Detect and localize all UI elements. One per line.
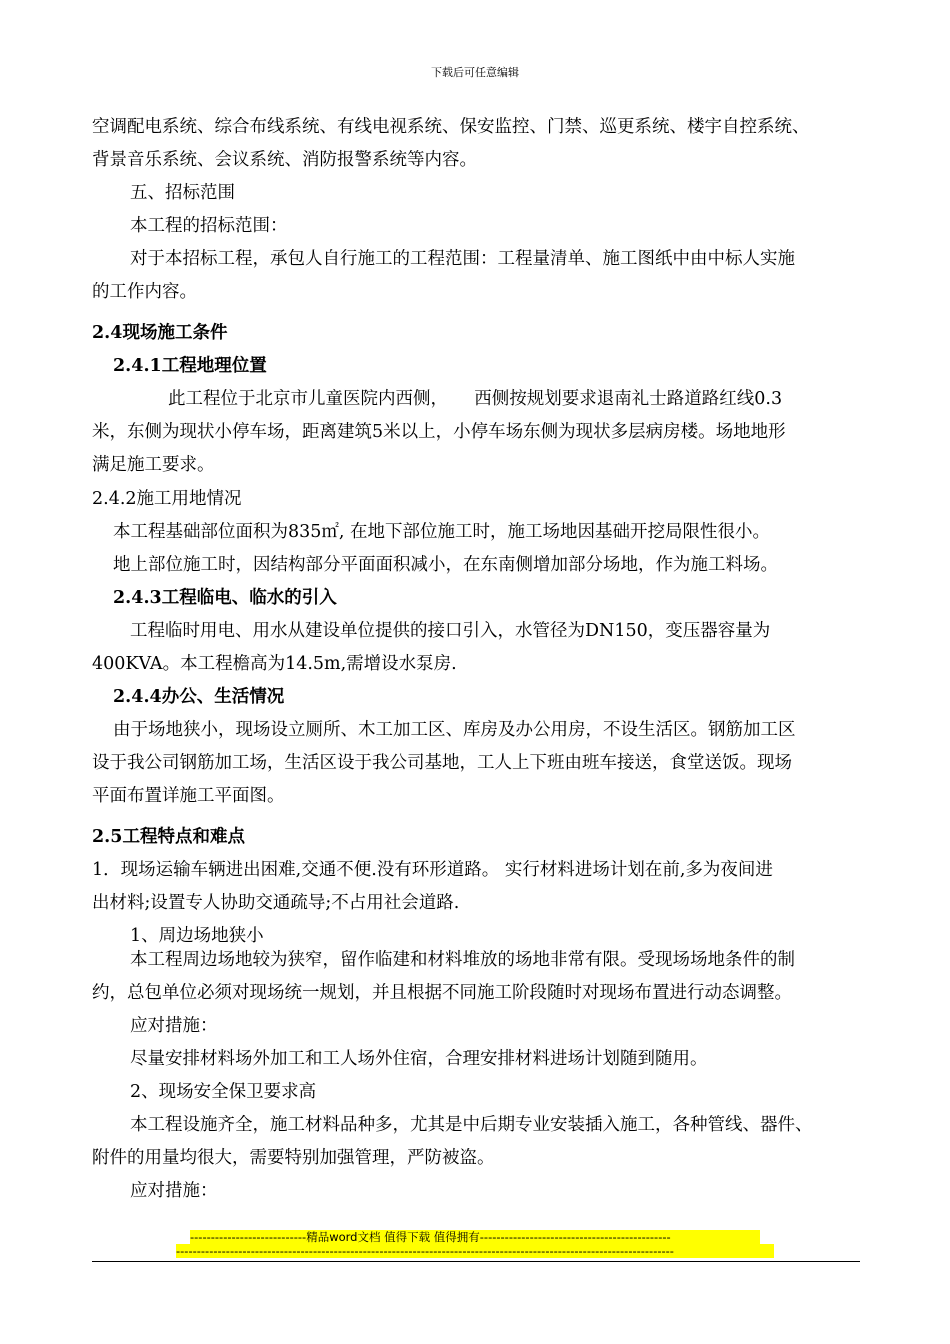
body-text-line: 满足施工要求。 [92,455,215,475]
body-text-line: 米，东侧为现状小停车场，距离建筑5米以上，小停车场东侧为现状多层病房楼。场地地形 [92,422,786,442]
body-text-line: 本工程基础部位面积为835㎡, 在地下部位施工时，施工场地因基础开挖局限性很小。 [113,522,771,542]
section-heading: 五、招标范围 [130,183,235,203]
subsection-heading-2-4-1: 2.4.1工程地理位置 [113,356,267,376]
subsection-heading-2-4-2: 2.4.2施工用地情况 [92,489,242,509]
body-text-line: 应对措施： [130,1016,218,1036]
body-text-line: 本工程周边场地较为狭窄，留作临建和材料堆放的场地非常有限。受现场场地条件的制 [130,950,795,970]
subsection-heading-2-4-4: 2.4.4办公、生活情况 [113,687,285,707]
body-text-line: 此工程位于北京市儿童医院内西侧， 西侧按规划要求退南礼士路道路红线0.3 [168,389,783,409]
footer-banner-top: ----------------------------精品word文档 值得下载 值得拥有---------------------------------------------- [190,1230,760,1244]
item-heading: 2、现场安全保卫要求高 [130,1082,317,1102]
body-text-line: 的工作内容。 [92,282,197,302]
footer-divider [92,1261,860,1262]
body-text-line: 平面布置详施工平面图。 [92,786,285,806]
body-text-line: 对于本招标工程，承包人自行施工的工程范围：工程量清单、施工图纸中由中标人实施 [130,249,795,269]
body-text-line: 400KVA。本工程檐高为14.5m,需增设水泵房. [92,654,457,674]
body-text-line: 应对措施： [130,1181,218,1201]
body-text-line: 附件的用量均很大，需要特别加强管理，严防被盗。 [92,1148,495,1168]
section-heading-2-4: 2.4现场施工条件 [92,323,228,343]
body-text-line: 地上部位施工时，因结构部分平面面积减小，在东南侧增加部分场地，作为施工料场。 [113,555,778,575]
item-heading: 1、周边场地狭小 [130,926,264,946]
body-text-line: 尽量安排材料场外加工和工人场外住宿，合理安排材料进场计划随到随用。 [130,1049,708,1069]
body-text-line: 背景音乐系统、会议系统、消防报警系统等内容。 [92,150,477,170]
body-text-line: 本工程的招标范围： [130,216,288,236]
section-heading-2-5: 2.5工程特点和难点 [92,827,245,847]
body-text-line: 工程临时用电、用水从建设单位提供的接口引入，水管径为DN150，变压器容量为 [130,621,771,641]
body-text-line: 约，总包单位必须对现场统一规划，并且根据不同施工阶段随时对现场布置进行动态调整。 [92,983,792,1003]
body-text-line: 空调配电系统、综合布线系统、有线电视系统、保安监控、门禁、巡更系统、楼宇自控系统、 [92,117,810,137]
body-text-line: 设于我公司钢筋加工场，生活区设于我公司基地，工人上下班由班车接送，食堂送饭。现场 [92,753,792,773]
body-text-line: 出材料;设置专人协助交通疏导;不占用社会道路. [92,893,460,913]
body-text-line: 本工程设施齐全，施工材料品种多，尤其是中后期专业安装插入施工，各种管线、器件、 [130,1115,813,1135]
body-text-line: 由于场地狭小，现场设立厕所、木工加工区、库房及办公用房，不设生活区。钢筋加工区 [113,720,796,740]
footer-banner-bottom: ------------------------------------------------------------------------------------------------------------------------ [176,1244,774,1258]
subsection-heading-2-4-3: 2.4.3工程临电、临水的引入 [113,588,337,608]
body-text-line: 1．现场运输车辆进出困难,交通不便.没有环形道路。 实行材料进场计划在前,多为夜间进 [92,860,773,880]
page-header: 下载后可任意编辑 [431,66,519,79]
